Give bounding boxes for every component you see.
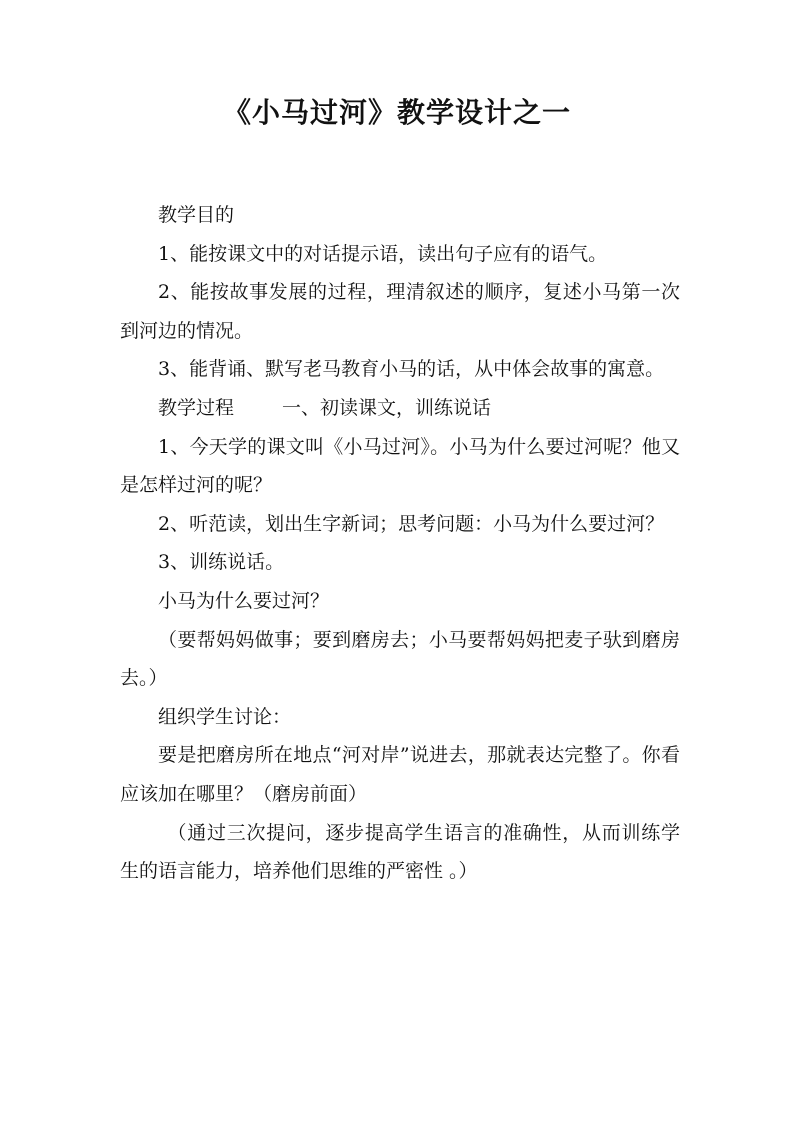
discussion-text: 要是把磨房所在地点“河对岸”说进去，那就表达完整了。你看应该加在哪里？（磨房前面） [120,744,680,805]
document-title: 《小马过河》教学设计之一 [222,96,571,129]
process-step-title: 一、初读课文，训练说话 [282,396,492,419]
question-text: 小马为什么要过河？ [158,589,330,612]
process-step: 3、训练说话。 [158,551,285,574]
process-step: 2、听范读，划出生字新词；思考问题：小马为什么要过河？ [158,512,665,535]
objective-item: 1、能按课文中的对话提示语，读出句子应有的语气。 [158,242,608,265]
objective-item: 2、能按故事发展的过程，理清叙述的顺序，复述小马第一次到河边的情况。 [120,281,680,342]
process-line [120,389,680,428]
objective-item: 3、能背诵、默写老马教育小马的话，从中体会故事的寓意。 [158,358,665,381]
objectives-heading: 教学目的 [158,204,235,226]
process-step: 1、今天学的课文叫《小马过河》。小马为什么要过河呢？他又是怎样过河的呢？ [120,435,680,497]
teaching-note: （通过三次提问，逐步提高学生语言的准确性，从而训练学生的语言能力，培养他们思维的严密性 。） [120,821,680,883]
answer-text: （要帮妈妈做事；要到磨房去；小马要帮妈妈把麦子驮到磨房去。） [120,628,680,690]
discussion-heading: 组织学生讨论： [158,705,292,728]
document-body [120,196,680,891]
process-heading: 教学过程 [158,396,235,419]
